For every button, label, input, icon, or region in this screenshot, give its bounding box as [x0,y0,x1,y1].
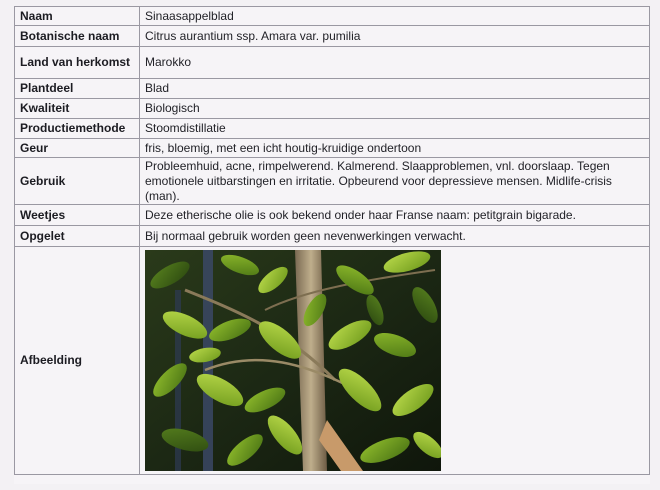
table-row [15,158,650,205]
table-row [15,205,650,226]
image-cell [140,247,650,475]
row-value: Probleemhuid, acne, rimpelwerend. Kalmerend. Slaapproblemen, vnl. doorslaap. Tegen emotionele uitbarstingen en irritatie. Opbeurend voor depressieve mensen. Midlife-crisis (man). [140,158,650,205]
table-row [15,47,650,79]
table-row [15,99,650,119]
table-row [15,119,650,139]
info-sheet [14,6,650,484]
row-label: Land van herkomst [15,47,140,79]
row-value: Sinaasappelblad [140,7,650,26]
row-value: fris, bloemig, met een icht houtig-kruidige ondertoon [140,139,650,158]
row-value: Bij normaal gebruik worden geen nevenwerkingen verwacht. [140,226,650,247]
row-value: Biologisch [140,99,650,119]
table-row [15,247,650,475]
table-row [15,26,650,47]
row-label: Weetjes [15,205,140,226]
table-row [15,226,650,247]
row-label: Naam [15,7,140,26]
row-value: Stoomdistillatie [140,119,650,139]
row-label: Geur [15,139,140,158]
citrus-leaves-photo [145,250,441,471]
row-label: Gebruik [15,158,140,205]
row-label: Botanische naam [15,26,140,47]
table-row [15,7,650,26]
row-label: Plantdeel [15,79,140,99]
row-value: Marokko [140,47,650,79]
row-label: Productiemethode [15,119,140,139]
row-label: Afbeelding [15,247,140,475]
row-value: Deze etherische olie is ook bekend onder haar Franse naam: petitgrain bigarade. [140,205,650,226]
info-table [14,6,650,475]
row-label: Opgelet [15,226,140,247]
table-row [15,139,650,158]
table-row [15,79,650,99]
row-label: Kwaliteit [15,99,140,119]
row-value: Blad [140,79,650,99]
row-value: Citrus aurantium ssp. Amara var. pumilia [140,26,650,47]
